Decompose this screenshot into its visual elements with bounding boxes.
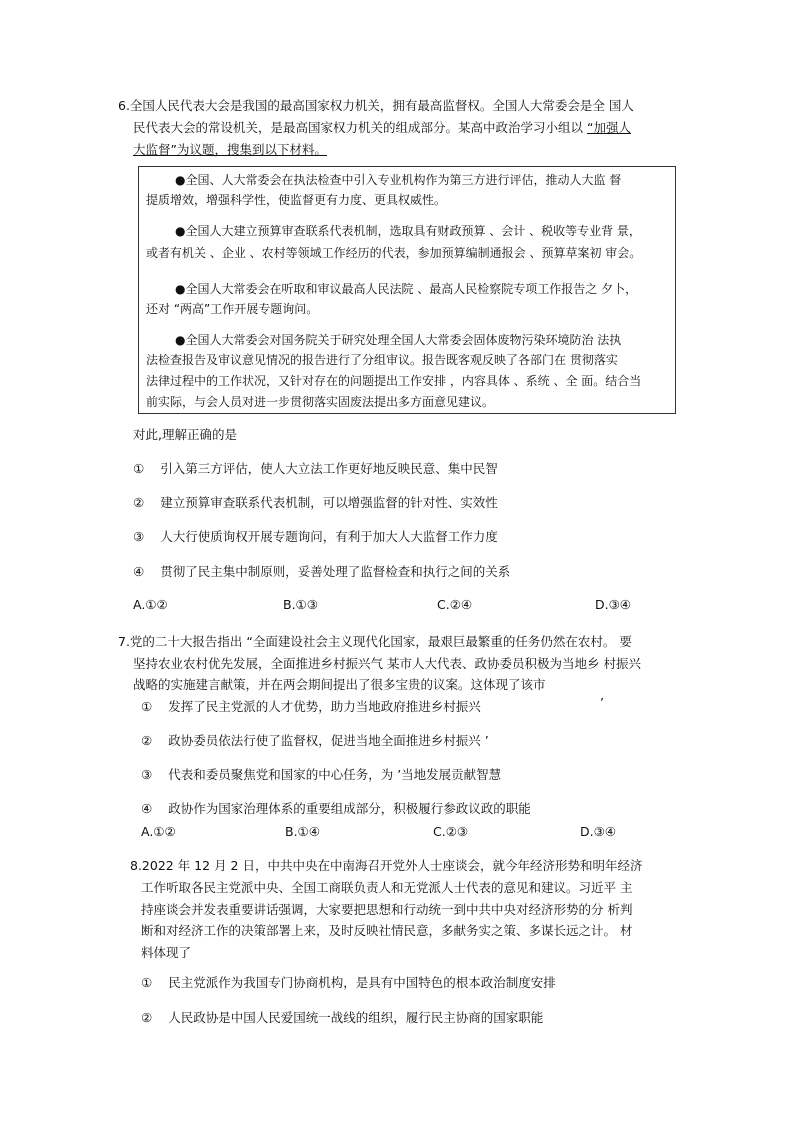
q7-stem-line1: 7.党的二十大报告指出 “全面建设社会主义现代化国家，最艰巨最繁重的任务仍然在农村。 要 <box>118 634 632 649</box>
option-number: ② <box>133 495 145 510</box>
option-number: ① <box>133 461 145 476</box>
q6-option-3 <box>133 527 498 547</box>
option-number: ② <box>141 1010 153 1025</box>
material-item4-line3: 法律过程中的工作状况，又针对存在的问题提出工作安排 ，内容具体 、系统 、全 面。结合当 <box>146 374 642 388</box>
material-item4-line4: 前实际，与会人员对进一步贯彻落实固废法提出多方面意见建议。 <box>146 395 495 409</box>
option-number: ③ <box>141 767 153 782</box>
q6-answer-d[interactable]: D.③④ <box>595 597 632 612</box>
q6-stem-line1: 6.全国人民代表大会是我国的最高国家权力机关，拥有最高监督权。全国人大常委会是全 国人 <box>118 98 634 113</box>
option-text: 人民政协是中国人民爱国统一战线的组织，履行民主协商的国家职能 <box>168 1010 544 1025</box>
material-item1-line1: ●全国、人大常委会在执法检查中引入专业机构作为第三方进行评估，推动人大监 督 <box>175 173 622 187</box>
material-item3-line1: ●全国人大常委会在听取和审议最高人民法院 、最高人民检察院专项工作报告之 夕卜， <box>175 282 638 296</box>
q7-answer-a[interactable]: A.①② <box>141 824 176 839</box>
material-item3-line2: 还对 “两高”工作开展专题询问。 <box>146 302 319 316</box>
material-item2-line1: ●全国人大建立预算审查联系代表机制，选取具有财政预算 、会计 、税收等专业背 景， <box>175 224 641 238</box>
option-number: ④ <box>133 564 145 579</box>
option-text: 政协作为国家治理体系的重要组成部分，积极履行参政议政的职能 <box>168 801 531 816</box>
q6-stem-underlined-topic: “加强人 <box>586 120 631 135</box>
material-item2-line2: 或者有机关 、企业 、农村等领域工作经历的代表，参加预算编制通报会 、预算草案初 审会。 <box>146 246 642 260</box>
q6-option-4 <box>133 562 510 582</box>
option-text: 政协委员依法行使了监督权，促进当地全面推进乡村振兴 ’ <box>168 733 489 748</box>
material-item4-line1: ●全国人大常委会对国务院关于研究处理全国人大常委会固体废物污染环境防治 法执 <box>175 333 622 347</box>
q7-answer-d[interactable]: D.③④ <box>580 824 617 839</box>
q7-stem-line2: 坚持农业农村优先发展，全面推进乡村振兴气 某市人大代表、政协委员积极为当地乡 村振兴 <box>133 656 641 671</box>
q6-stem-line2-text: 民代表大会的常设机关，是最高国家权力机关的组成部分。某高中政治学习小组以 <box>133 120 587 135</box>
option-text: 建立预算审查联系代表机制，可以增强监督的针对性、实效性 <box>160 495 498 510</box>
option-text: 发挥了民主党派的人才优势，助力当地政府推进乡村振兴 <box>168 699 481 714</box>
option-text: 引入第三方评估，使人大立法工作更好地反映民意、集中民智 <box>160 461 498 476</box>
option-number: ① <box>141 699 153 714</box>
q6-option-2 <box>133 493 498 513</box>
material-item1-line2: 提质增效，增强科学性，使监督更有力度、更具权威性。 <box>146 193 447 207</box>
q6-prompt: 对此,理解正确的是 <box>133 427 237 442</box>
option-number: ② <box>141 733 153 748</box>
q8-stem-line5: 料体现了 <box>141 945 192 960</box>
q7-answer-b[interactable]: B.①④ <box>285 824 320 839</box>
option-number: ④ <box>141 801 153 816</box>
option-text: 贯彻了民主集中制原则，妥善处理了监督检查和执行之间的关系 <box>160 564 511 579</box>
q8-stem-line1: 8.2022 年 12 月 2 日，中共中央在中南海召开党外人士座谈会，就今年经济形势和明年经济 <box>130 858 643 873</box>
q6-answer-c[interactable]: C.②④ <box>437 597 473 612</box>
q6-answer-b[interactable]: B.①③ <box>283 597 318 612</box>
q8-stem-line2: 工作听取各民主党派中央、全国工商联负责人和无党派人士代表的意见和建议。习近平 主 <box>141 880 633 895</box>
material-item4-line2: 法检查报告及审议意见情况的报告进行了分组审议。报告既客观反映了各部门在 贯彻落实 <box>146 353 618 367</box>
q6-answer-a[interactable]: A.①② <box>133 597 168 612</box>
q7-option-2 <box>141 731 489 751</box>
option-number: ③ <box>133 529 145 544</box>
q6-stem-line3: 大监督”为议题，搜集到以下材料。 <box>133 142 327 157</box>
q8-option-2 <box>141 1008 543 1028</box>
q7-option-3 <box>141 765 501 785</box>
q6-stem-line2 <box>133 118 631 138</box>
option-text: 民主党派作为我国专门协商机构，是具有中国特色的根本政治制度安排 <box>168 975 556 990</box>
option-text: 人大行使质询权开展专题询问，有利于加大人大监督工作力度 <box>160 529 498 544</box>
q7-option-1-stray-mark: ’ <box>600 695 604 710</box>
q7-answer-c[interactable]: C.②③ <box>433 824 469 839</box>
option-text: 代表和委员聚焦党和国家的中心任务，为 ’当地发展贡献智慧 <box>168 767 502 782</box>
q7-option-1 <box>141 697 481 717</box>
q6-option-1 <box>133 459 498 479</box>
q8-option-1 <box>141 973 556 993</box>
q7-stem-line3: 战略的实施建言献策，并在两会期间提出了很多宝贵的议案。这体现了该市 <box>133 677 546 692</box>
q8-stem-line4: 断和对经济工作的决策部署上来，及时反映社情民意，多献务实之策、多谋长远之计。 材 <box>141 923 633 938</box>
q7-option-4 <box>141 799 531 819</box>
q6-material-box <box>138 166 676 414</box>
q8-stem-line3: 持座谈会并发表重要讲话强调，大家要把思想和行动统一到中共中央对经济形势的分 析判 <box>141 902 633 917</box>
option-number: ① <box>141 975 153 990</box>
